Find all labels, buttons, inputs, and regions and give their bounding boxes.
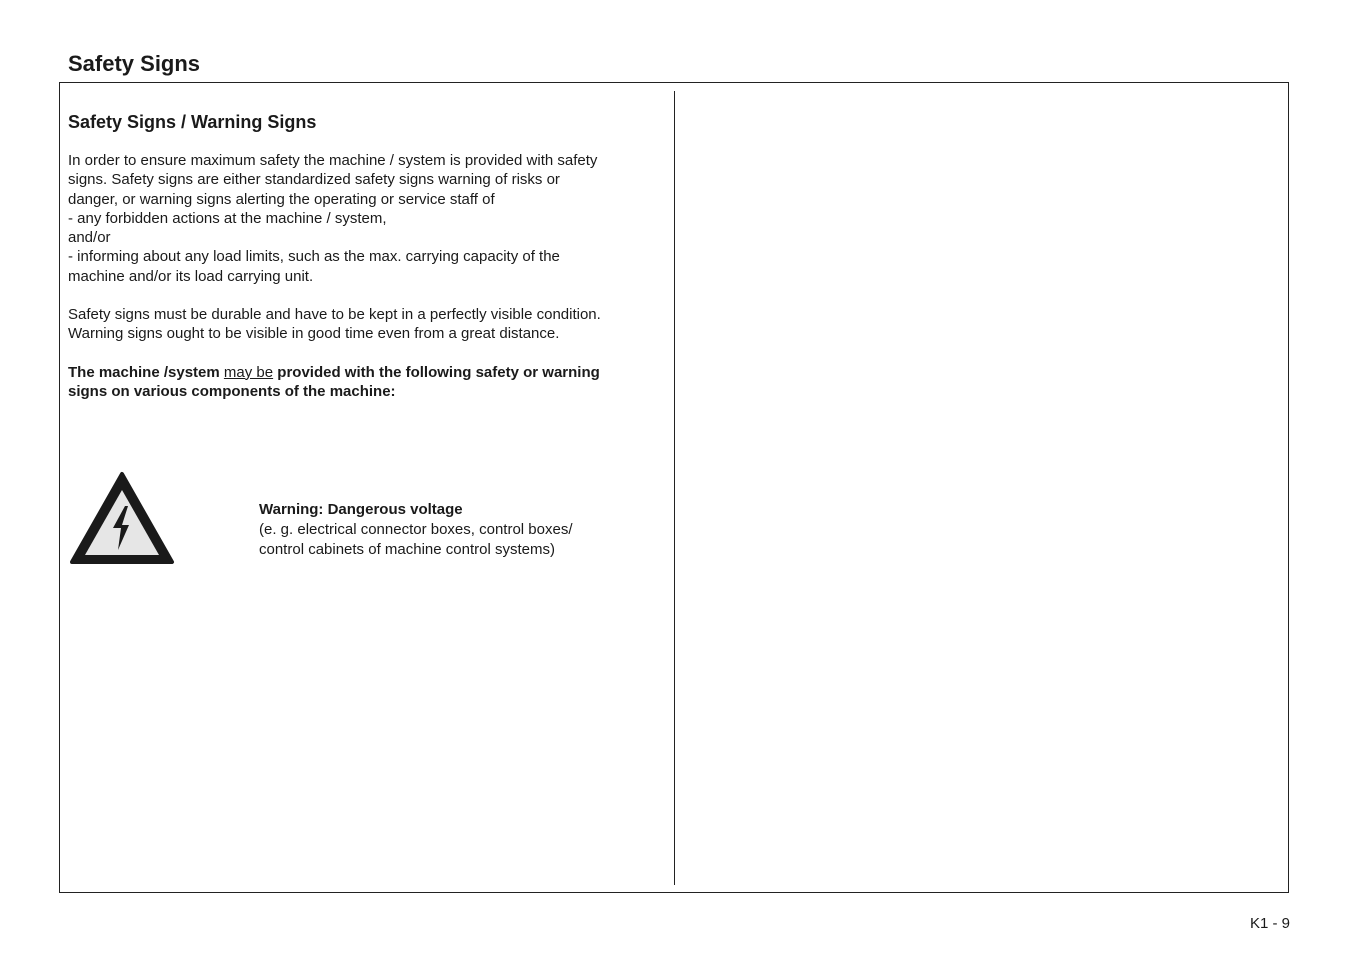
sign-description (259, 500, 639, 560)
sign-title: Warning: Dangerous voltage (259, 501, 463, 518)
left-column (68, 110, 658, 401)
durability-line: Safety signs must be durable and have to be kept in a perfectly visible condition. (68, 306, 601, 324)
intro-paragraph (68, 151, 658, 286)
sign-detail: (e. g. electrical connector boxes, control boxes/ (259, 521, 573, 538)
intro-line: danger, or warning signs alerting the operating or service staff of (68, 190, 495, 208)
durability-paragraph (68, 305, 658, 344)
intro-line: machine and/or its load carrying unit. (68, 267, 314, 285)
notice-line (68, 363, 658, 382)
durability-line: Warning signs ought to be visible in good time even from a great distance. (68, 325, 560, 343)
column-divider (674, 91, 675, 885)
page-number: K1 - 9 (1249, 915, 1290, 932)
notice-text: The machine /system (68, 363, 224, 381)
section-title: Safety Signs / Warning Signs (68, 112, 317, 132)
notice-emphasis: may be (223, 363, 274, 381)
notice-line: signs on various components of the machine: (68, 382, 396, 400)
page-title: Safety Signs (68, 51, 201, 76)
intro-line: In order to ensure maximum safety the machine / system is provided with safety (68, 152, 598, 169)
intro-line: - any forbidden actions at the machine / system, (68, 209, 387, 227)
notice-text: provided with the following safety or warning (273, 363, 600, 381)
intro-line: - informing about any load limits, such as the max. carrying capacity of the (68, 248, 560, 266)
notice-paragraph (68, 363, 658, 402)
high-voltage-warning-icon (68, 470, 176, 568)
intro-line: and/or (68, 229, 111, 247)
sign-detail: control cabinets of machine control systems) (259, 541, 555, 558)
intro-line: signs. Safety signs are either standardized safety signs warning of risks or (68, 171, 560, 189)
